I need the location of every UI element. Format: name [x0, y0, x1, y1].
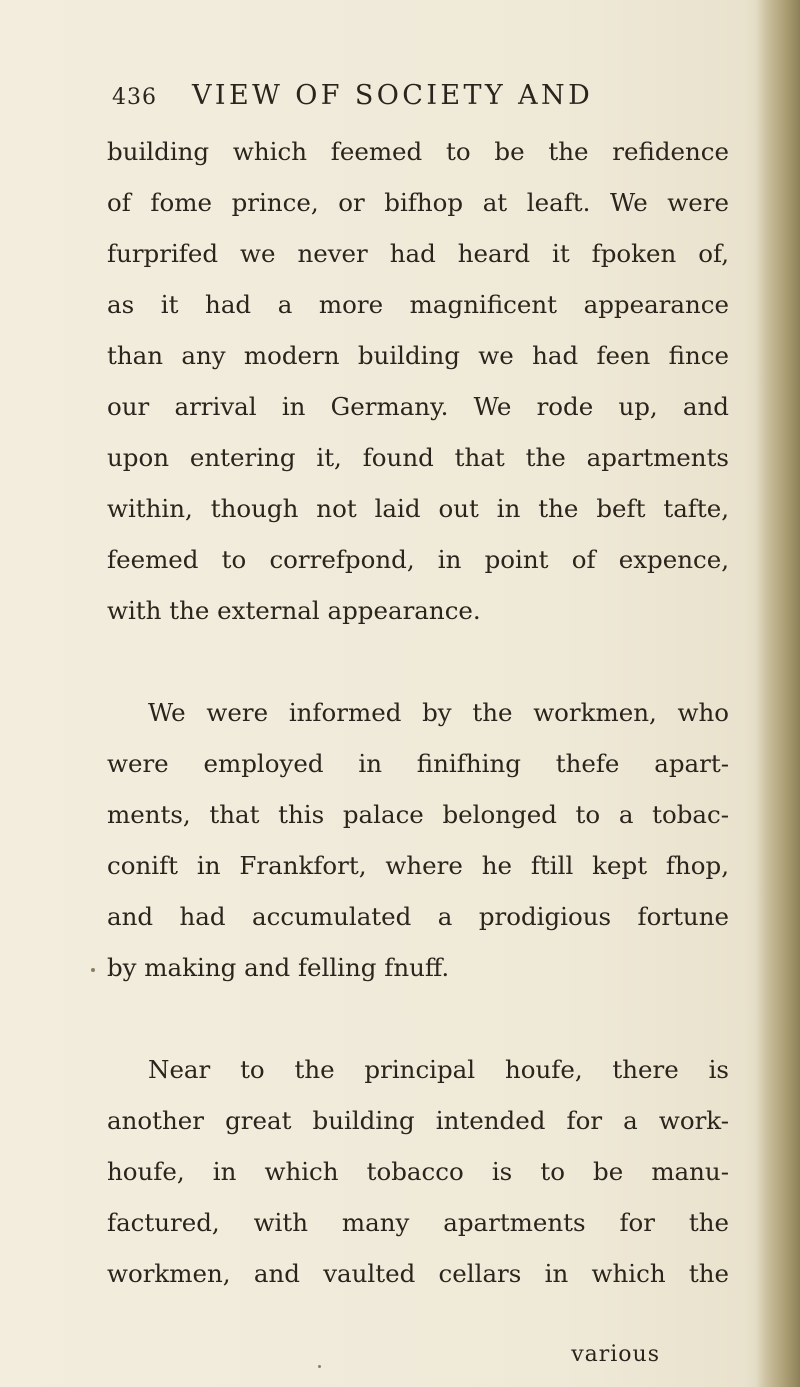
paragraph-2: [107, 687, 729, 993]
paragraph-1: [107, 126, 729, 636]
text-line: with the external appearance.: [107, 596, 481, 625]
text-line: another great building intended for a work-: [107, 1106, 729, 1135]
text-line: by making and felling fnuff.: [107, 953, 450, 982]
text-line: and had accumulated a prodigious fortune: [107, 902, 729, 931]
text-line: building which feemed to be the refidence: [107, 137, 729, 166]
paragraph-gap: [107, 636, 729, 687]
text-line: were employed in finifhing thefe apart-: [107, 749, 729, 778]
text-line: than any modern building we had feen fince: [107, 341, 729, 370]
catchword: various: [571, 1342, 660, 1367]
page-number: 436: [112, 85, 157, 110]
paragraph-3: [107, 1044, 729, 1299]
running-head: [112, 80, 593, 124]
running-head-title: VIEW OF SOCIETY AND: [192, 80, 594, 111]
text-line: of fome prince, or bifhop at leaft. We were: [107, 188, 729, 217]
text-line: furprifed we never had heard it fpoken of,: [107, 239, 729, 268]
text-line: conift in Frankfort, where he ftill kept fhop,: [107, 851, 729, 880]
paper-speck: [91, 968, 95, 972]
text-line: within, though not laid out in the beft tafte,: [107, 494, 729, 523]
text-line: our arrival in Germany. We rode up, and: [107, 392, 729, 421]
text-line: workmen, and vaulted cellars in which the: [107, 1259, 729, 1288]
text-line: factured, with many apartments for the: [107, 1208, 729, 1237]
text-line: as it had a more magnificent appearance: [107, 290, 729, 319]
text-line: houfe, in which tobacco is to be manu-: [107, 1157, 729, 1186]
text-line: ments, that this palace belonged to a tobac-: [107, 800, 729, 829]
text-line: We were informed by the workmen, who: [148, 698, 729, 727]
text-line: Near to the principal houfe, there is: [148, 1055, 729, 1084]
text-line: feemed to correfpond, in point of expence,: [107, 545, 729, 574]
text-line: upon entering it, found that the apartments: [107, 443, 729, 472]
paper-speck: [318, 1365, 321, 1368]
paragraph-gap: [107, 993, 729, 1044]
page-binding-edge: [756, 0, 800, 1387]
body-text: [107, 126, 729, 1299]
